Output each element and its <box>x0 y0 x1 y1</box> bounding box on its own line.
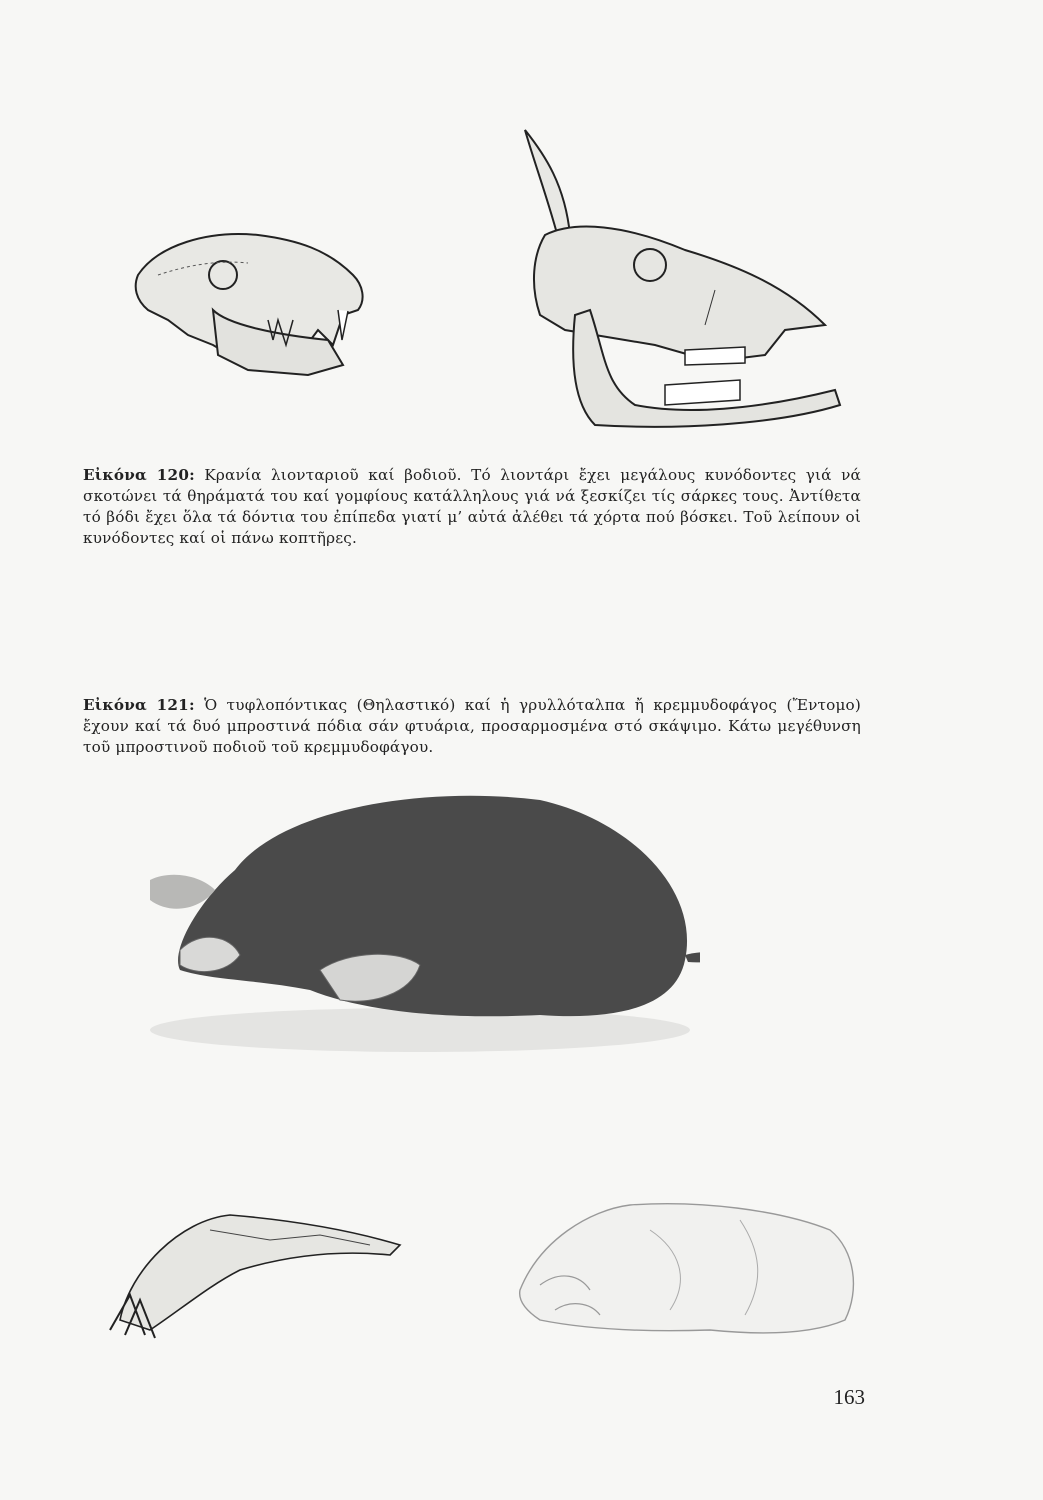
figure-121-text: Ὁ τυφλοπόντικας (Θηλαστικό) καί ἡ γρυλλόταλπα ἤ κρεμμυδοφάγος (Ἔντομο) ἔχουν καί τά δυό μπροστινά πόδια σάν φτυάρια, προσαρμοσμένα στό σκάψιμο. Κάτω μεγέθυνση τοῦ μπροστινοῦ ποδιοῦ τοῦ κρεμμυδοφάγου. <box>83 696 861 756</box>
lion-skull-illustration <box>128 215 373 380</box>
figure-120-text: Κρανία λιονταριοῦ καί βοδιοῦ. Τό λιοντάρι ἔχει μεγάλους κυνόδοντες γιά νά σκοτώνει τά θηράματά του καί γομφίους κατάλληλους γιά νά ξεσκίζει τίς σάρκες τους. Ἀντίθετα τό βόδι ἔχει ὅλα τά δόντια του ἐπίπεδα γιατί μ’ αὐτά ἀλέθει τά χόρτα πού βόσκει. Τοῦ λείπουν οἱ κυνόδοντες καί οἱ πάνω κοπτῆρες. <box>83 466 861 547</box>
mole-illustration <box>140 780 700 1070</box>
page-number: 163 <box>833 1385 865 1409</box>
figure-121-label: Εἰκόνα 121: <box>83 696 195 714</box>
mole-cricket-illustration <box>90 1200 410 1340</box>
ox-skull-illustration <box>515 125 845 435</box>
figure-120-label: Εἰκόνα 120: <box>83 466 195 484</box>
mole-cricket-foreleg-enlarged <box>500 1190 865 1340</box>
figure-121-caption <box>83 695 861 758</box>
figure-120-caption <box>83 465 861 549</box>
